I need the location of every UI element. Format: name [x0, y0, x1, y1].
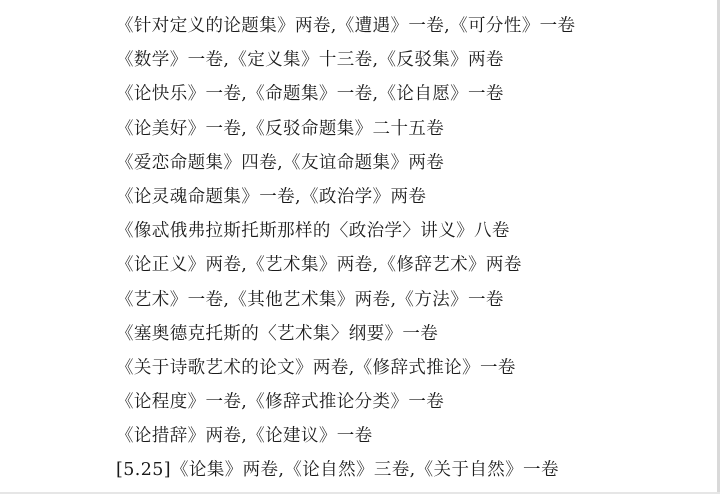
text-line: 《论快乐》一卷,《命题集》一卷,《论自愿》一卷	[116, 84, 504, 105]
text-line: 《数学》一卷,《定义集》十三卷,《反驳集》两卷	[116, 50, 504, 71]
text-line: 《关于诗歌艺术的论文》两卷,《修辞式推论》一卷	[116, 357, 516, 378]
text-line: 《像忒俄弗拉斯托斯那样的〈政治学〉讲义》八卷	[116, 221, 510, 242]
text-line: 《爱恋命题集》四卷,《友谊命题集》两卷	[116, 152, 445, 173]
text-line: 《艺术》一卷,《其他艺术集》两卷,《方法》一卷	[116, 289, 504, 310]
text-block	[116, 0, 716, 488]
text-line: 《论措辞》两卷,《论建议》一卷	[116, 426, 373, 447]
text-line: 《论程度》一卷,《修辞式推论分类》一卷	[116, 392, 445, 413]
text-line: [5.25]《论集》两卷,《论自然》三卷,《关于自然》一卷	[116, 460, 559, 481]
text-line: 《论正义》两卷,《艺术集》两卷,《修辞艺术》两卷	[116, 255, 522, 276]
text-line: 《塞奥德克托斯的〈艺术集〉纲要》一卷	[116, 323, 439, 344]
text-line: 《论灵魂命题集》一卷,《政治学》两卷	[116, 186, 427, 207]
text-line: 《针对定义的论题集》两卷,《遭遇》一卷,《可分性》一卷	[116, 16, 576, 36]
text-line: 《论美好》一卷,《反驳命题集》二十五卷	[116, 118, 445, 139]
